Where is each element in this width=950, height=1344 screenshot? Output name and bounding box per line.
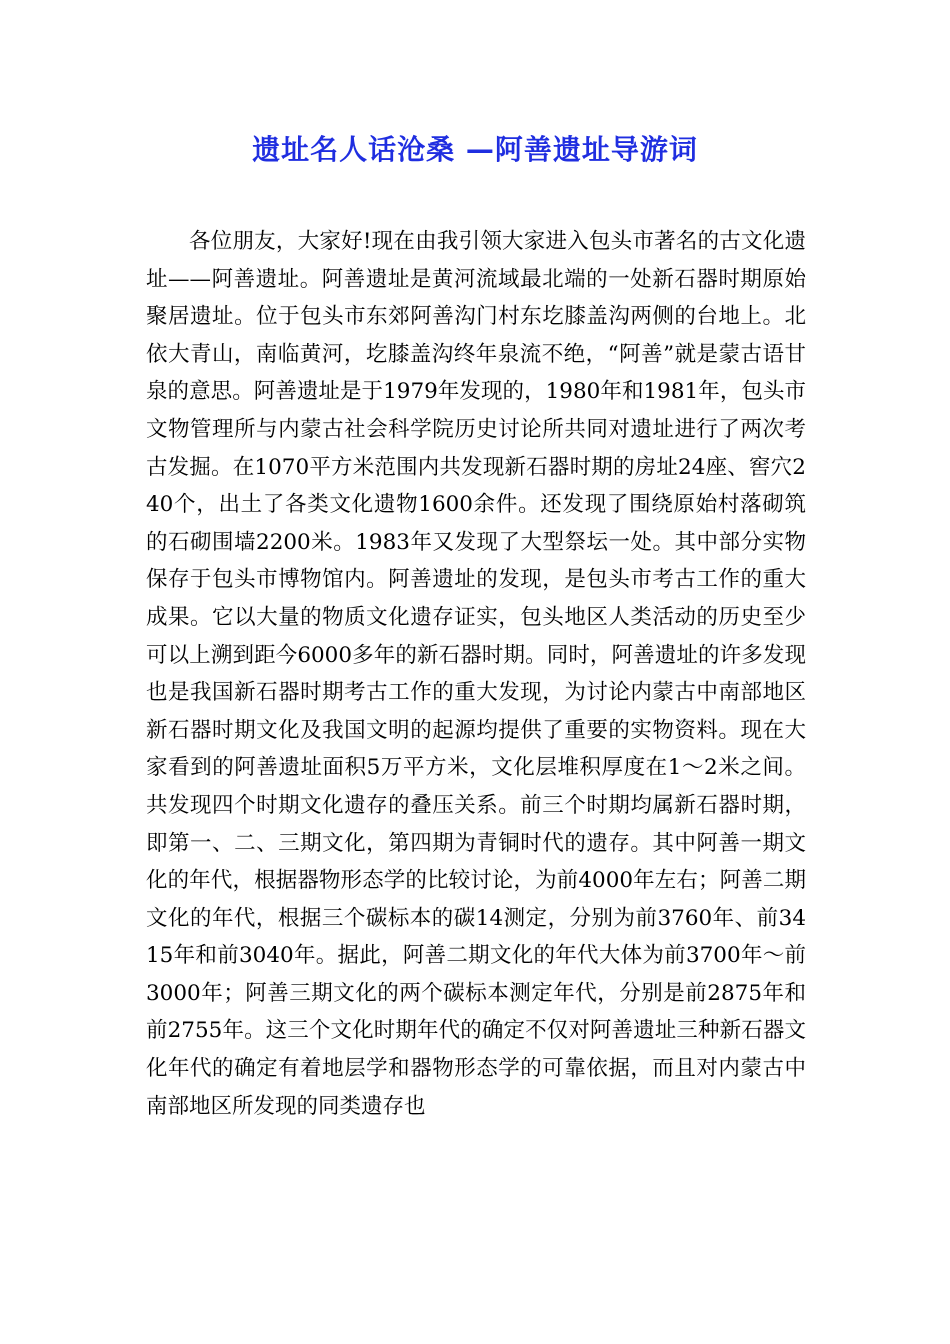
body-paragraph: 各位朋友，大家好!现在由我引领大家进入包头市著名的古文化遗址——阿善遗址。阿善遗址是黄河流域最北端的一处新石器时期原始聚居遗址。位于包头市东郊阿善沟门村东圪膝盖沟两侧的台地上。北依大青山，南临黄河，圪膝盖沟终年泉流不绝，“阿善”就是蒙古语甘泉的意思。阿善遗址是于1979年发现的，1980年和1981年，包头市文物管理所与内蒙古社会科学院历史讨论所共同对遗址进行了两次考古发掘。在1070平方米范围内共发现新石器时期的房址24座、窖穴240个，出土了各类文化遗物1600余件。还发现了围绕原始村落砌筑的石砌围墙2200米。1983年又发现了大型祭坛一处。其中部分实物保存于包头市博物馆内。阿善遗址的发现，是包头市考古工作的重大成果。它以大量的物质文化遗存证实，包头地区人类活动的历史至少可以上溯到距今6000多年的新石器时期。同时，阿善遗址的许多发现也是我国新石器时期考古工作的重大发现，为讨论内蒙古中南部地区新石器时期文化及我国文明的起源均提供了重要的实物资料。现在大家看到的阿善遗址面积5万平方米，文化层堆积厚度在1～2米之间。共发现四个时期文化遗存的叠压关系。前三个时期均属新石器时期，即第一、二、三期文化，第四期为青铜时代的遗存。其中阿善一期文化的年代，根据器物形态学的比较讨论，为前4000年左右；阿善二期文化的年代，根据三个碳标本的碳14测定，分别为前3760年、前3415年和前3040年。据此，阿善二期文化的年代大体为前3700年～前3000年；阿善三期文化的两个碳标本测定年代，分别是前2875年和前2755年。这三个文化时期年代的确定不仅对阿善遗址三种新石器文化年代的确定有着地层学和器物形态学的可靠依据，而且对内蒙古中南部地区所发现的同类遗存也 (146, 229, 806, 1119)
document-title: 遗址名人话沧桑 —阿善遗址导游词 (252, 133, 698, 166)
